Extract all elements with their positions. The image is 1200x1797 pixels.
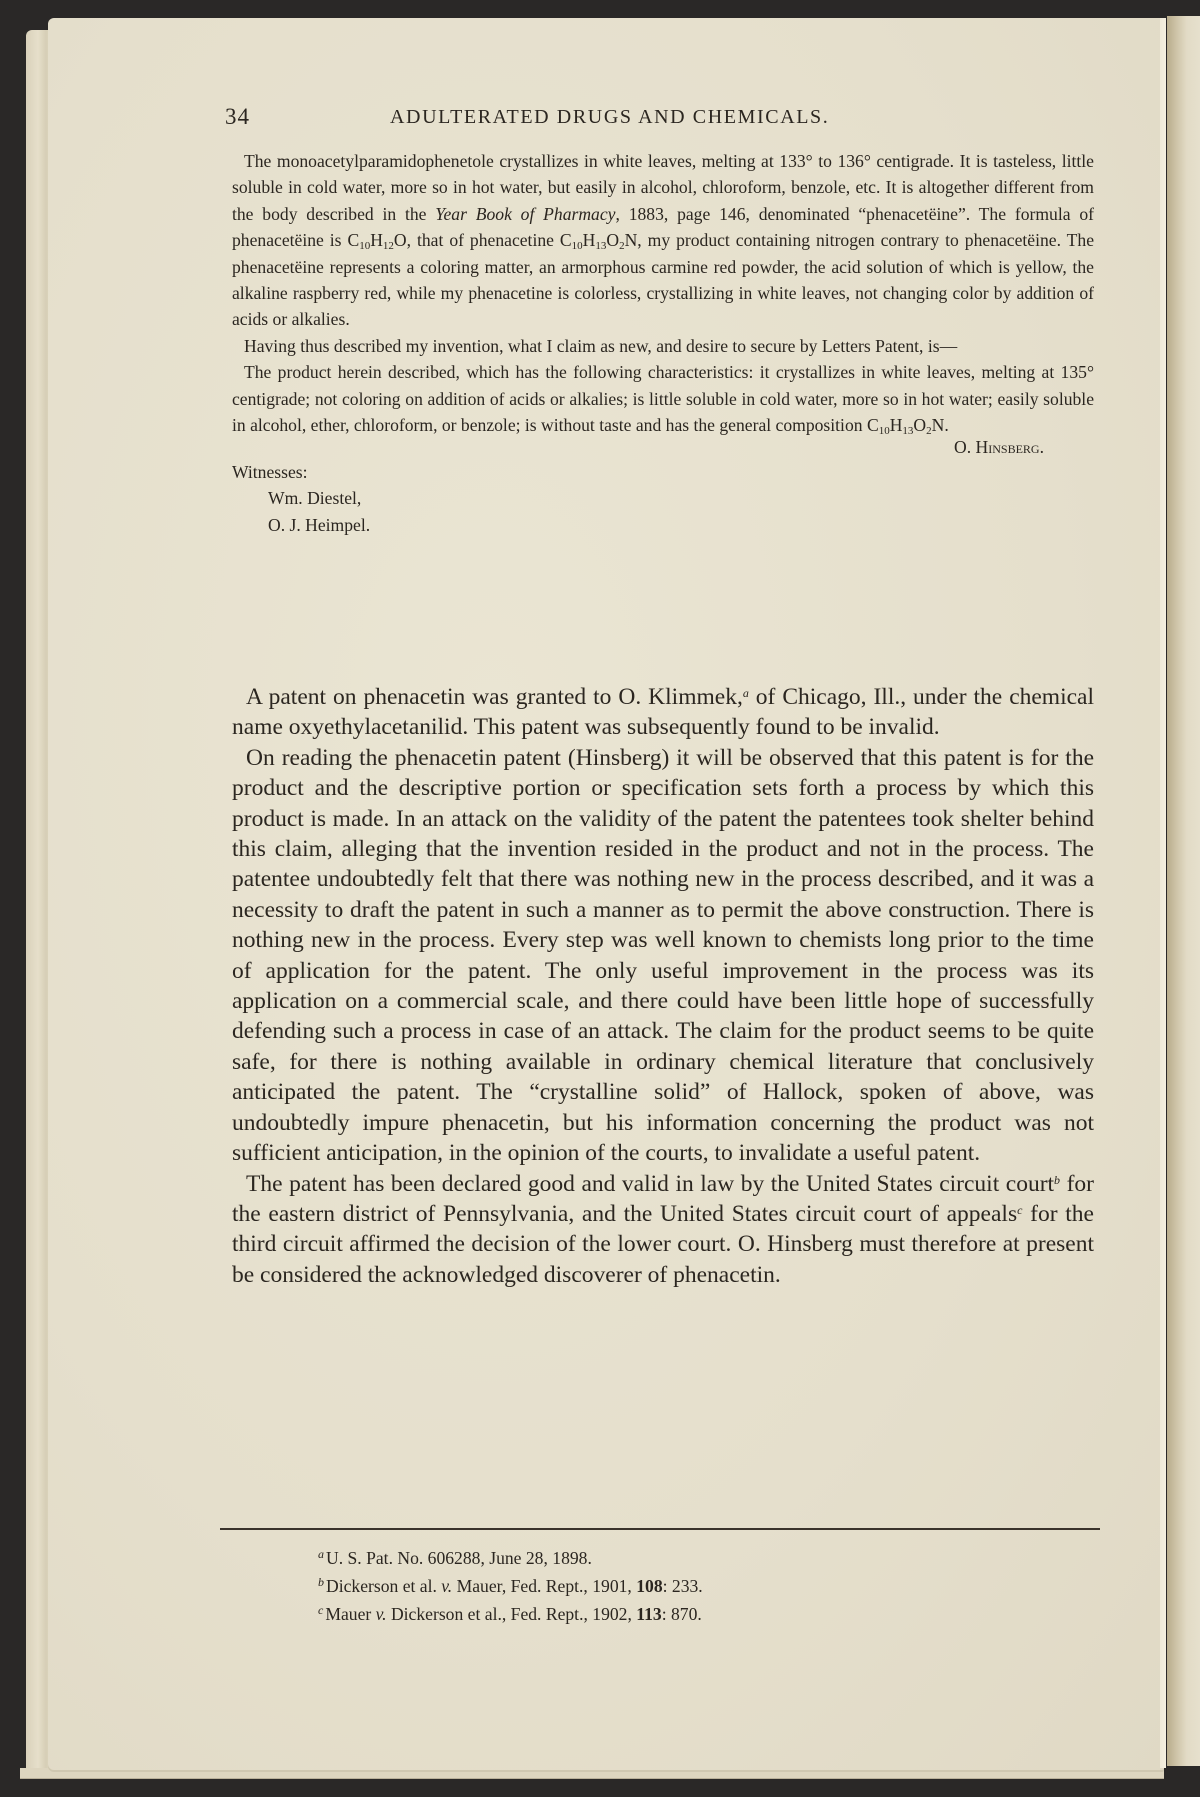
witness-name: Wm. Diestel, xyxy=(268,488,362,509)
footnote-ref[interactable]: a xyxy=(742,686,749,700)
facing-page-edge xyxy=(1167,16,1200,1766)
patent-paragraph: Having thus described my invention, what I claim as new, and desire to secure by Letters Patent, is— xyxy=(244,335,958,356)
patent-excerpt xyxy=(232,148,1094,538)
patent-claim: The product herein described, which has the following characteristics: it crystallizes in white leaves, melting at 135° centigrade; not coloring on addition of acids or alkalies; is little soluble in cold water, more so in hot water; easily soluble in alcohol, ether, chloroform, or benzole; is without taste and has the general composition $C_{10}H_{13}O_2N$. xyxy=(232,362,1094,438)
footnote-ref[interactable]: c xyxy=(1017,1202,1023,1217)
page-gutter xyxy=(1160,18,1166,1768)
footnote-ref[interactable]: b xyxy=(1054,1172,1061,1187)
footnote: $^c$ Mauer v. Dickerson et al., Fed. Rept., 1902, 113: 870. xyxy=(318,1603,702,1624)
book-title: Year Book of Pharmacy xyxy=(435,203,616,224)
footnote: $^b$ Dickerson et al. v. Mauer, Fed. Rept., 1901, 108: 233. xyxy=(318,1575,703,1596)
patent-paragraph: The monoacetylparamidophenetole crystallizes in white leaves, melting at 133° to 136° centigrade. It is tasteless, little soluble in cold water, more so in hot water, but easily in alcohol, chloroform, benzole, etc. It is altogether different from the body described in the Year Book of Pharmacy, 1883, page 146, denominated “phenacetëine”. The formula of phenacetëine is $C_{10}H_{12}O$, that of phenacetine $C_{10}H_{13}O_2N$, my product containing nitrogen contrary to phenacetëine. The phenacetëine represents a coloring matter, an armorphous carmine red powder, the acid solution of which is yellow, the alkaline raspberry red, while my phenacetine is colorless, crystallizing in white leaves, not changing color by addition of acids or alkalies. xyxy=(232,151,1094,330)
body-paragraph: On reading the phenacetin patent (Hinsberg) it will be observed that this patent is for the product and the descriptive portion or specification sets forth a process by which this product is made. In an attack on the validity of the patent the patentees took shelter behind this claim, alleging that the invention resided in the product and not in the process. The patentee undoubtedly felt that there was nothing new in the process described, and it was a necessity to draft the patent in such a manner as to permit the above construction. There is nothing new in the process. Every step was well known to chemists long prior to the time of application for the patent. The only useful improvement in the process was its application on a commercial scale, and there could have been little hope of successfully defending such a process in case of an attack. The claim for the product seems to be quite safe, for there is nothing available in ordinary chemical literature that conclusively anticipated the patent. The “crystalline solid” of Hallock, spoken of above, was undoubtedly impure phenacetin, but his information concerning the product was not sufficient anticipation, in the opinion of the courts, to invalidate a useful patent. xyxy=(232,744,1094,1167)
footnote-divider xyxy=(220,1528,1100,1530)
body-paragraph: The patent has been declared good and valid in law by the United States circuit court$^b$ for the eastern district of Pennsylvania, and the United States circuit court of appeals$^c$ for the third circuit affirmed the decision of the lower court. O. Hinsberg must therefore at present be considered the acknowledged discoverer of phenacetin. xyxy=(232,1170,1094,1288)
running-title: ADULTERATED DRUGS AND CHEMICALS. xyxy=(390,106,830,128)
signature: O. Hinsberg. xyxy=(954,437,1044,458)
footnotes xyxy=(318,1542,1018,1626)
witnesses-label: Witnesses: xyxy=(232,461,308,482)
page-number: 34 xyxy=(225,104,250,129)
footnote: $^a$ U. S. Pat. No. 606288, June 28, 1898. xyxy=(318,1547,592,1568)
body-paragraph: A patent on phenacetin was granted to O. Klimmek,$^a$ of Chicago, Ill., under the chemical name oxyethylacetanilid. This patent was subsequently found to be invalid. xyxy=(232,684,1094,741)
main-text xyxy=(232,682,1094,1290)
witness-name: O. J. Heimpel. xyxy=(268,514,371,535)
